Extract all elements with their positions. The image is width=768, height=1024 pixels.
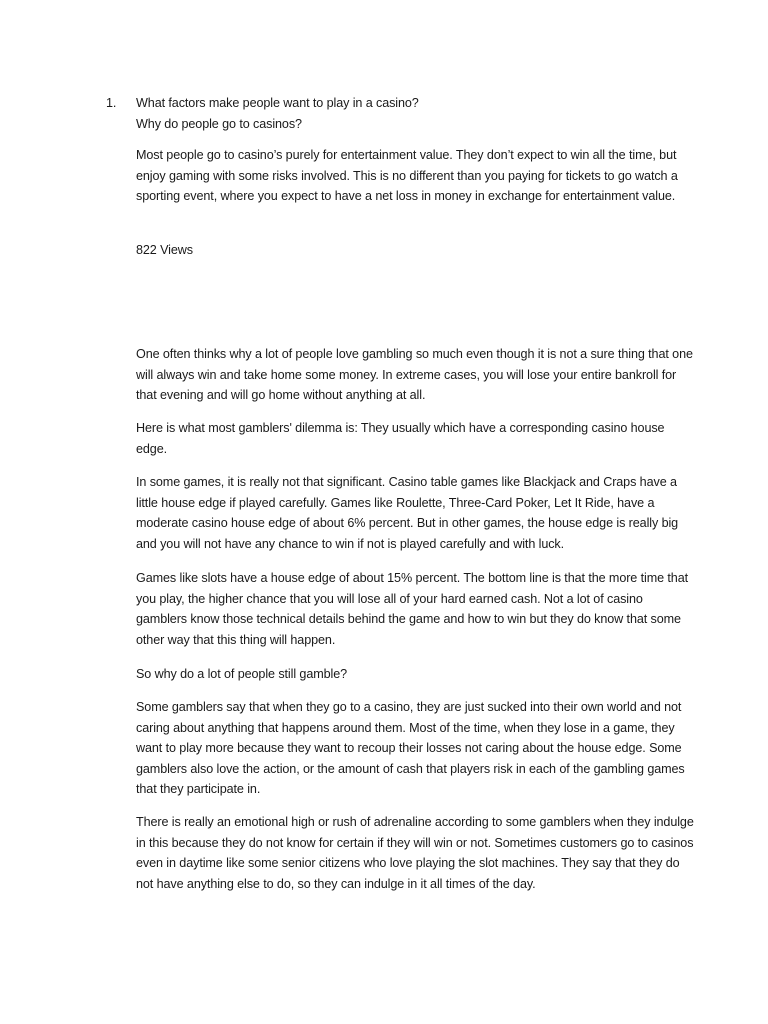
article-paragraph-1: One often thinks why a lot of people love gambling so much even though it is not a sure thing that one will always win and take home some money. In extreme cases, you will lose your entire bankroll for that evening and will go home without anything at all. xyxy=(136,347,693,402)
article-paragraph-4: Games like slots have a house edge of about 15% percent. The bottom line is that the more time that you play, the higher chance that you will lose all of your hard earned cash. Not a lot of casino gamblers know those technical details behind the game and how to win but they do know that some other way that this thing will happen. xyxy=(136,571,689,647)
question-block xyxy=(136,93,696,134)
article-paragraph-6: Some gamblers say that when they go to a casino, they are just sucked into their own world and not caring about anything that happens around them. Most of the time, when they lose in a game, they want to play more because they want to recoup their losses not caring about the house edge. Some gamblers also love the action, or the amount of cash that players risk in each of the gambling games that they participate in. xyxy=(136,700,685,796)
question-line-1: What factors make people want to play in a casino? xyxy=(136,96,419,110)
article-paragraph-5: So why do a lot of people still gamble? xyxy=(136,667,348,681)
list-number: 1. xyxy=(106,96,117,110)
article-paragraph-7: There is really an emotional high or rush of adrenaline according to some gamblers when they indulge in this because they do not know for certain if they will win or not. Sometimes customers go to casinos even in daytime like some senior citizens who love playing the slot machines. They say that they do not have anything else to do, so they can indulge in it all times of the day. xyxy=(136,815,694,891)
article-paragraph-3: In some games, it is really not that significant. Casino table games like Blackjack and Craps have a little house edge if played carefully. Games like Roulette, Three-Card Poker, Let It Ride, have a moderate casino house edge of about 6% percent. But in other games, the house edge is really big and you will not have any chance to win if not is played carefully and with luck. xyxy=(136,475,679,551)
article-paragraph-2: Here is what most gamblers' dilemma is: They usually which have a corresponding casino house edge. xyxy=(136,421,665,456)
question-line-2: Why do people go to casinos? xyxy=(136,116,302,131)
views-count: 822 Views xyxy=(136,243,193,257)
answer-paragraph: Most people go to casino’s purely for entertainment value. They don’t expect to win all the time, but enjoy gaming with some risks involved. This is no different than you paying for tickets to go watch a sporting event, where you expect to have a net loss in money in exchange for entertainment value. xyxy=(136,148,678,203)
